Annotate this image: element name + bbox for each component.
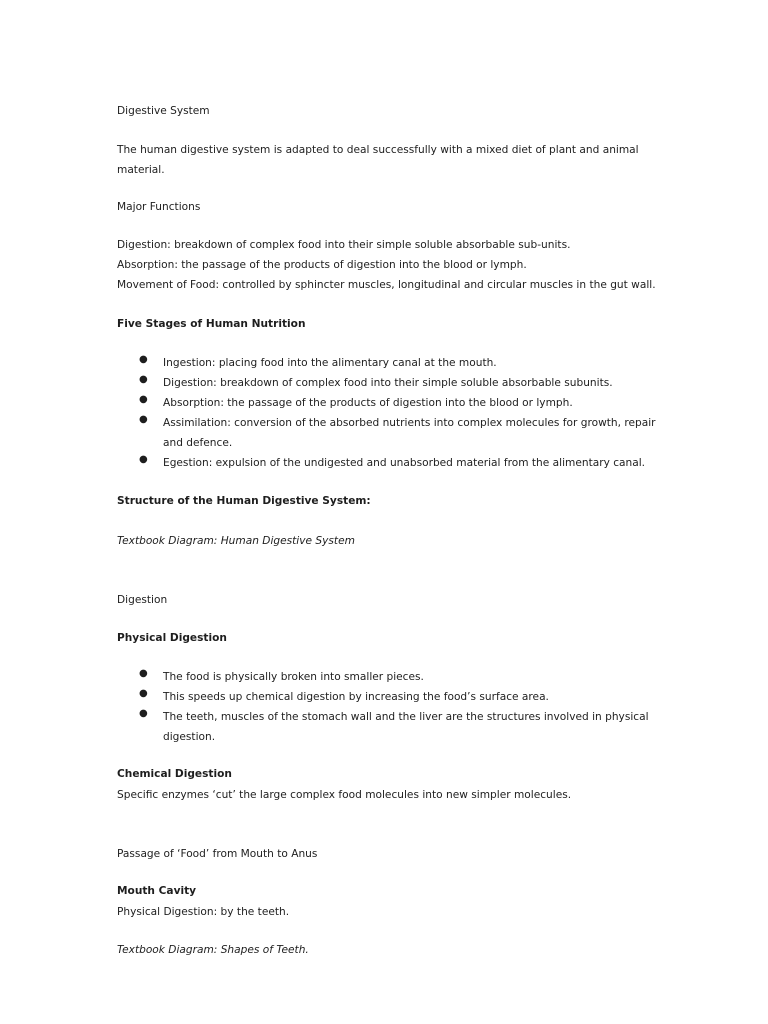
bullet-icon: ●: [139, 354, 148, 365]
list-item-text: Assimilation: conversion of the absorbed nutrients into complex molecules for growth, repair and defence.: [163, 417, 656, 449]
intro-paragraph-line-2: material.: [117, 164, 165, 176]
bullet-icon: ●: [139, 374, 148, 385]
physical-digestion-heading: Physical Digestion: [117, 632, 227, 644]
mouth-cavity-text: Physical Digestion: by the teeth.: [117, 906, 290, 918]
bullet-icon: ●: [139, 394, 148, 405]
function-absorption: Absorption: the passage of the products of digestion into the blood or lymph.: [117, 259, 527, 271]
function-movement-of-food: Movement of Food: controlled by sphincter muscles, longitudinal and circular muscles in the gut wall.: [117, 279, 656, 291]
bullet-icon: ●: [139, 454, 148, 465]
chemical-digestion-text: Specific enzymes ‘cut’ the large complex food molecules into new simpler molecules.: [117, 789, 572, 801]
bullet-icon: ●: [139, 668, 148, 679]
intro-paragraph-line-1: The human digestive system is adapted to deal successfully with a mixed diet of plant and animal: [117, 144, 639, 156]
bullet-icon: ●: [139, 708, 148, 719]
digestion-heading: Digestion: [117, 594, 168, 606]
mouth-cavity-heading: Mouth Cavity: [117, 885, 197, 897]
list-item-text: Ingestion: placing food into the alimentary canal at the mouth.: [163, 357, 497, 369]
document-title: Digestive System: [117, 105, 210, 117]
bullet-icon: ●: [139, 688, 148, 699]
list-item-text: The food is physically broken into smaller pieces.: [163, 671, 424, 683]
chemical-digestion-heading: Chemical Digestion: [117, 768, 232, 780]
list-item-text: The teeth, muscles of the stomach wall and the liver are the structures involved in physical digestion.: [163, 711, 649, 743]
passage-heading: Passage of ‘Food’ from Mouth to Anus: [117, 848, 318, 860]
function-digestion: Digestion: breakdown of complex food into their simple soluble absorbable sub-units.: [117, 239, 571, 251]
major-functions-heading: Major Functions: [117, 201, 201, 213]
diagram-reference-teeth: Textbook Diagram: Shapes of Teeth.: [117, 944, 309, 956]
diagram-reference-digestive-system: Textbook Diagram: Human Digestive System: [117, 535, 355, 547]
structure-heading: Structure of the Human Digestive System:: [117, 495, 371, 507]
list-item-text: Egestion: expulsion of the undigested and unabsorbed material from the alimentary canal.: [163, 457, 646, 469]
list-item-text: Digestion: breakdown of complex food into their simple soluble absorbable subunits.: [163, 377, 613, 389]
five-stages-heading: Five Stages of Human Nutrition: [117, 318, 306, 330]
list-item-text: This speeds up chemical digestion by increasing the food’s surface area.: [163, 691, 549, 703]
bullet-icon: ●: [139, 414, 148, 425]
list-item-text: Absorption: the passage of the products of digestion into the blood or lymph.: [163, 397, 573, 409]
